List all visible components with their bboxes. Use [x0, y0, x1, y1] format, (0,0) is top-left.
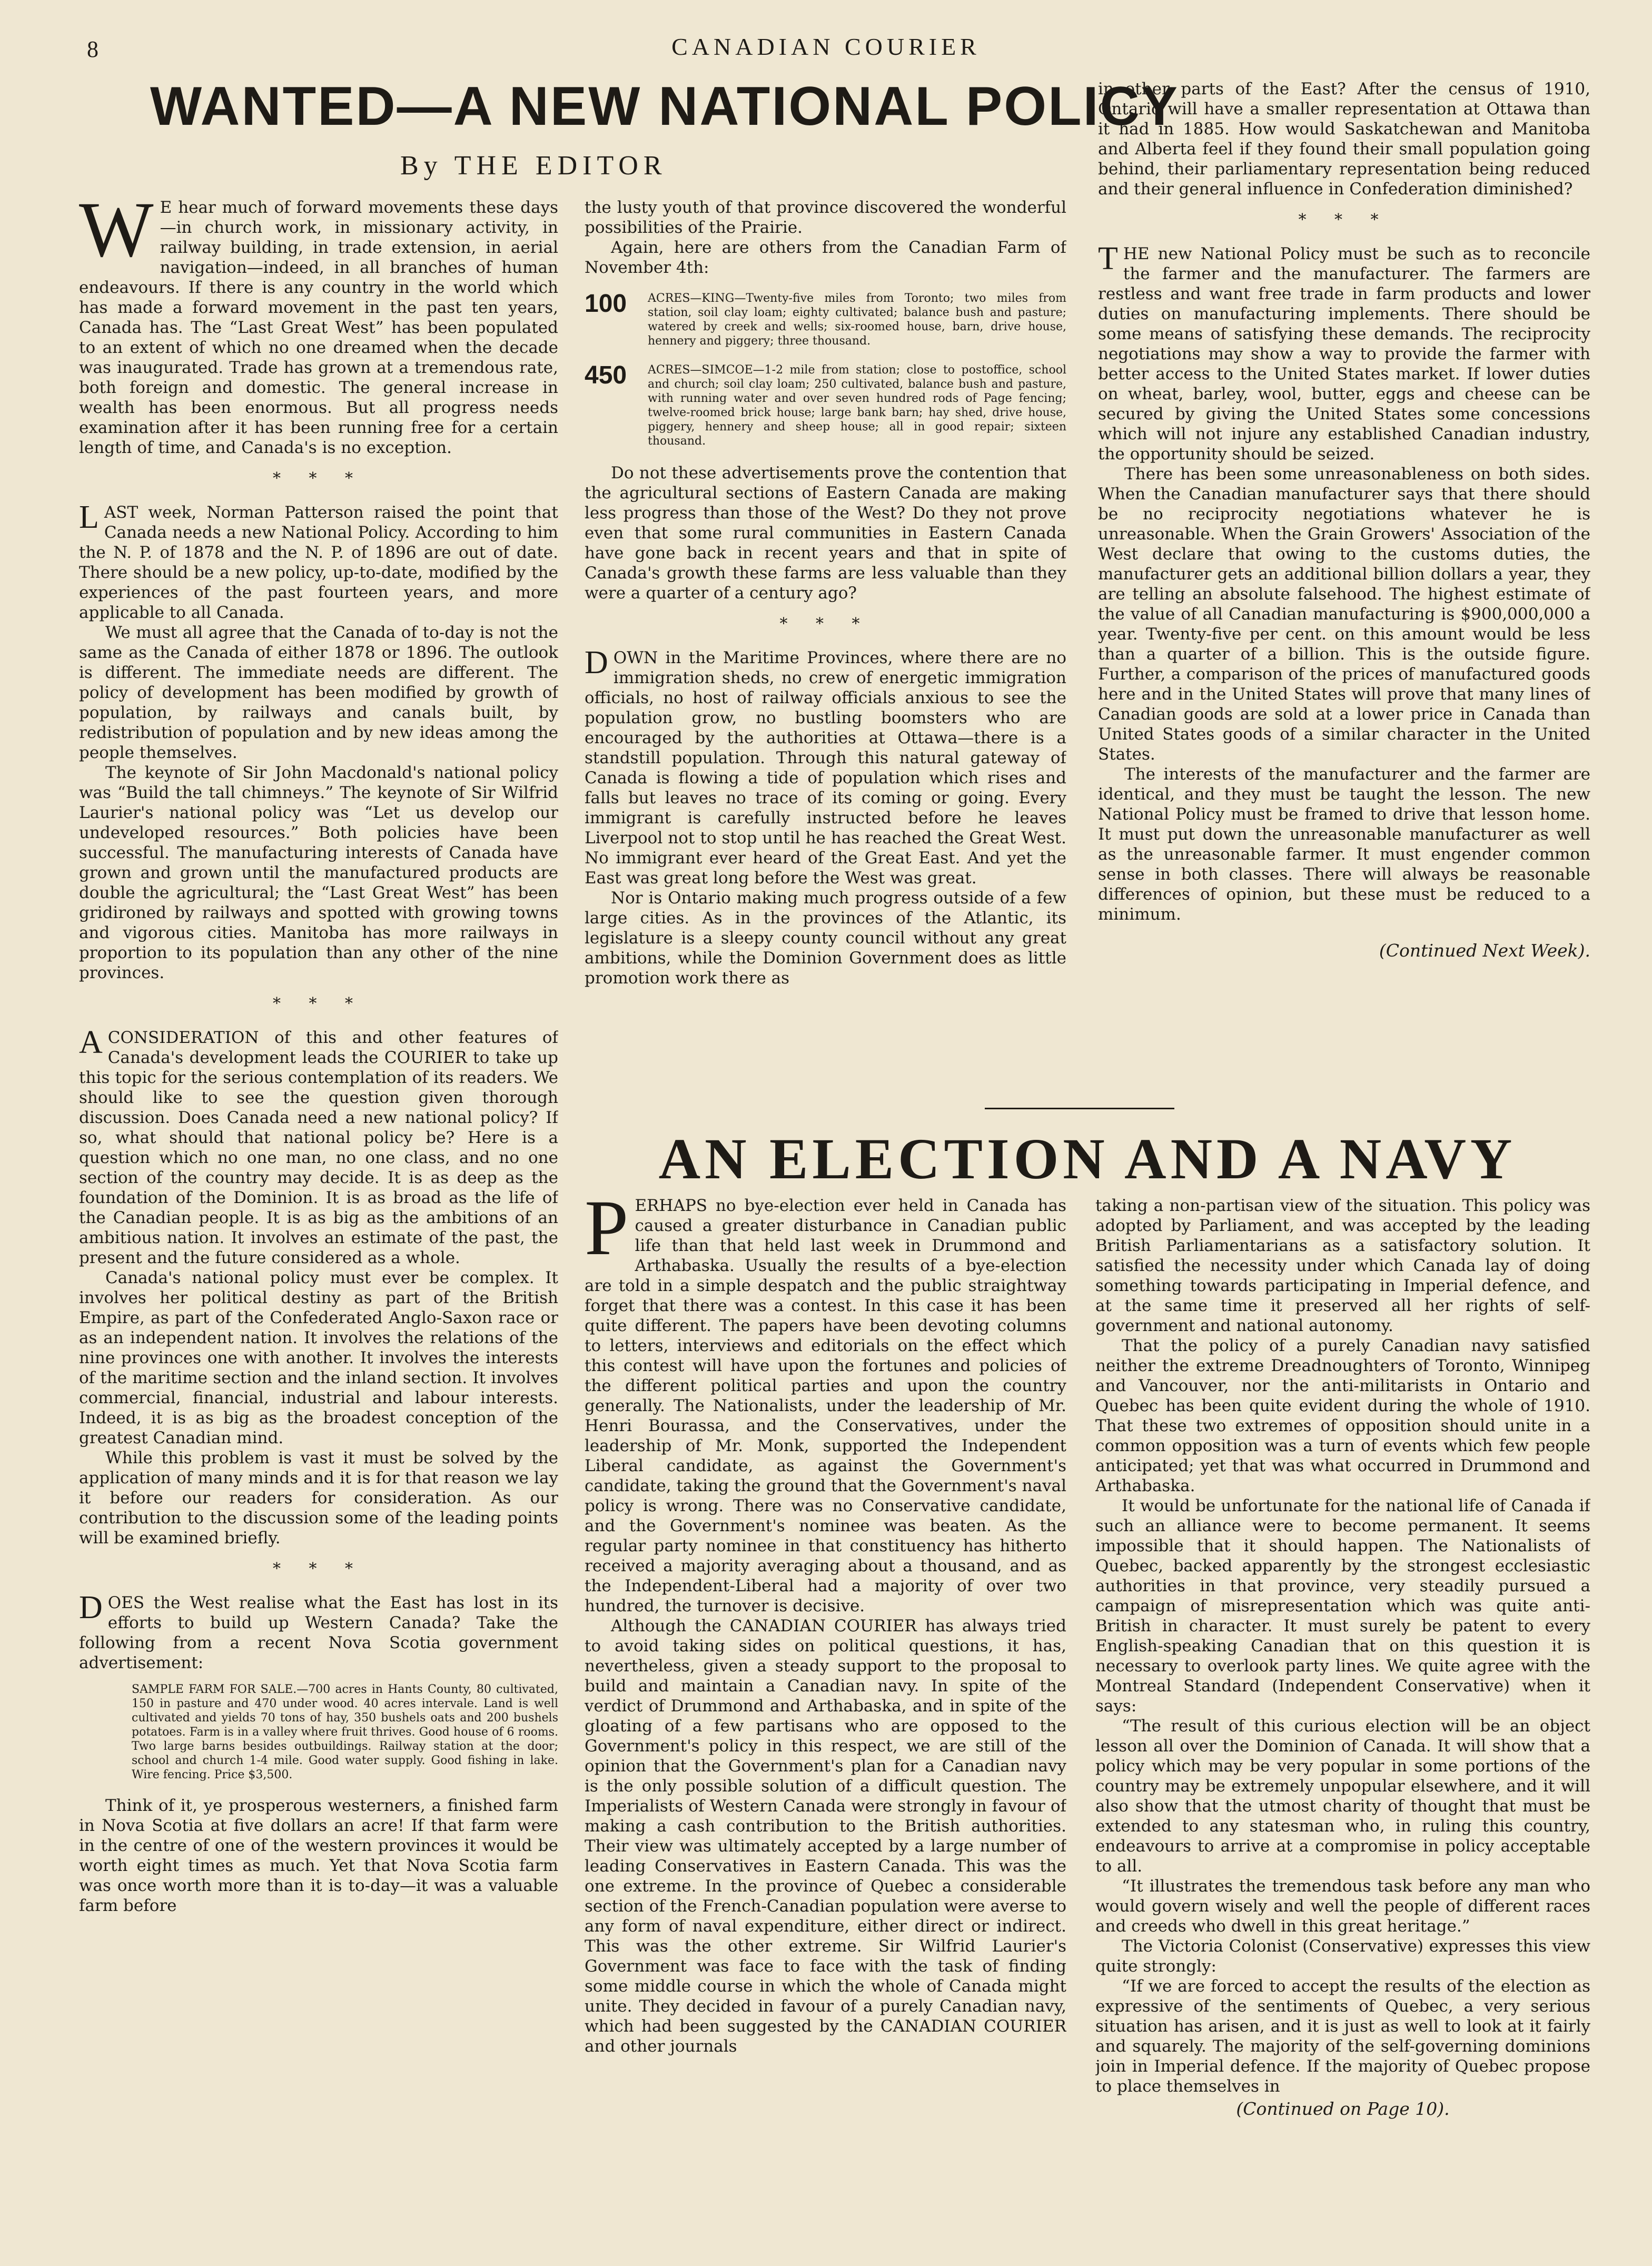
dropcap: D — [585, 645, 608, 681]
farm-ad-acres: 100 — [585, 290, 627, 318]
article1-left-column — [79, 198, 558, 2178]
nova-scotia-advertisement: SAMPLE FARM FOR SALE.—700 acres in Hants County, 80 cultivated, 150 in pasture and 470 under wood. 40 acres intervale. Land is well cultivated and yields 70 tons of hay, 350 bushels oats and 200 bushels potatoes. Farm is in a valley where fruit thrives. Good house of 6 rooms. Two large barns besides outbuildings. Railway station at the door; school and church 1-4 mile. Good water supply. Good fishing in lake. Wire fencing. Price $3,500. — [132, 1683, 558, 1781]
paragraph: in other parts of the East? After the census of 1910, Ontario will have a smaller representation at Ottawa than it had in 1885. How would Saskatchewan and Manitoba and Alberta feel if they found their small population going behind, their parliamentary representation being reduced and their general influence in Confederation diminished? — [1098, 80, 1590, 199]
article2-left-column — [585, 1196, 1066, 2186]
running-head: CANADIAN COURIER — [671, 33, 981, 60]
continued-on-page: (Continued on Page 10). — [1236, 2098, 1450, 2119]
paragraph: The Victoria Colonist (Conservative) expresses this view quite strongly: — [1095, 1937, 1590, 1976]
section-divider: * * * — [272, 1560, 365, 1578]
paragraph: Canada's national policy must ever be complex. It involves her political destiny as part of the British Empire, as part of the Confederated Anglo-Saxon race or as an independent nation. It involves the relations of the nine provinces one with another. It involves the interests of the maritime section and the inland section. It involves commercial, financial, industrial and labour interests. Indeed, it is as big as the broadest conception of the greatest Canadian mind. — [79, 1268, 558, 1447]
paragraph: OES the West realise what the East has lost in its efforts to build up Western Canada? Take the following from a recent Nova Scotia government advertisement: — [79, 1593, 558, 1672]
paragraph: HE new National Policy must be such as to reconcile the farmer and the manufacturer. The farmers are restless and want free trade in farm products and lower duties on manufacturing implements. There should be some means of satisfying these demands. The reciprocity negotiations may show a way to provide the farmer with better access to the United States market. If lower duties on wheat, barley, wool, butter, eggs and cheese can be secured by giving the United States some concessions which will not injure any established Canadian industry, the opportunity should be seized. — [1098, 244, 1590, 464]
quotation: “If we are forced to accept the results of the election as expressive of the sentiments of Quebec, a very serious situation has arisen, and it is just as well to look at it fairly and squarely. The majority of the self-governing dominions join in Imperial defence. If the majority of Quebec propose to place themselves in — [1095, 1977, 1590, 2096]
section-divider: * * * — [1298, 211, 1390, 229]
dropcap: L — [79, 499, 99, 535]
paragraph: Think of it, ye prosperous westerners, a finished farm in Nova Scotia at five dollars an acre! If that farm were in the centre of one of the western provinces it would be worth eight times as much. Yet that Nova Scotia farm was once worth more than it is to-day—it was a valuable farm before — [79, 1796, 558, 1915]
article2-right-column — [1095, 1196, 1590, 2186]
paragraph: There has been some unreasonableness on both sides. When the Canadian manufacturer says that there should be no reciprocity negotiations whatever he is unreasonable. When the Grain Growers' Association of the West declare that owing to the customs duties, the manufacturer gets an additional billion dollars a year, they are telling an absolute falsehood. The highest estimate of the value of all Canadian manufacturing is $900,000,000 a year. Twenty-five per cent. on this amount would be less than a quarter of a billion. This is the outside figure. Further, a comparison of the prices of manufactured goods here and in the United States will prove that many lines of Canadian goods are sold at a lower price in Canada than United States goods of a similar character in the United States. — [1098, 465, 1590, 764]
continued-next-week: (Continued Next Week). — [1379, 940, 1590, 961]
dropcap: W — [79, 198, 154, 273]
paragraph: The interests of the manufacturer and the farmer are identical, and they must be taught the lesson. The new National Policy must be framed to drive that lesson home. It must put down the unreasonable manufacturer as well as the unreasonable farmer. It must engender common sense in both classes. There will always be reasonable differences of opinion, but these must be reduced to a minimum. — [1098, 765, 1590, 924]
article1-middle-column — [585, 198, 1066, 1098]
paragraph: taking a non-partisan view of the situation. This policy was adopted by Parliament, and was accepted by the leading British Parliamentarians as a satisfactory solution. It satisfied the necessity under which Canada lay of doing something towards participating in Imperial defence, and at the same time it preserved all her rights of self-government and national autonomy. — [1095, 1196, 1590, 1335]
paragraph: That the policy of a purely Canadian navy satisfied neither the extreme Dreadnoughters of Toronto, Winnipeg and Vancouver, nor the anti-militarists in Ontario and Quebec has been quite evident during the whole of 1910. That these two extremes of opposition should unite in a common opposition was a turn of events which few people anticipated; yet that was what occurred in Drummond and Arthabaska. — [1095, 1336, 1590, 1495]
paragraph: Again, here are others from the Canadian Farm of November 4th: — [585, 238, 1066, 277]
article1-right-column — [1098, 79, 1590, 1101]
paragraph: the lusty youth of that province discovered the wonderful possibilities of the Prairie. — [585, 198, 1066, 237]
dropcap: D — [79, 1590, 103, 1625]
paragraph: OWN in the Maritime Provinces, where there are no immigration sheds, no crew of energetic immigration officials, no host of railway officials anxious to see the population grow, no bustling boomsters who are encouraged by the authorities at Ottawa—there is a standstill population. Through this natural gateway of Canada is flowing a tide of population which rises and falls but leaves no trace of its coming or going. Every immigrant is carefully instructed before he leaves Liverpool not to stop until he has reached the Great West. No immigrant ever heard of the Great East. And yet the East was great long before the West was great. — [585, 648, 1066, 888]
article1-headline: WANTED—A NEW NATIONAL POLICY — [150, 76, 1180, 137]
dropcap: P — [585, 1196, 629, 1272]
paragraph: CONSIDERATION of this and other features of Canada's development leads the COURIER to take up this topic for the serious contemplation of its readers. We should like to see the question given thorough discussion. Does Canada need a new national policy? If so, what should that national policy be? Here is a question which no one man, no one class, and no one section of the country may decide. It is as deep as the foundation of the Dominion. It is as broad as the life of the Canadian people. It is as big as the ambitions of an ambitious nation. It involves an estimate of the past, the present and the future considered as a whole. — [79, 1028, 558, 1267]
paragraph: Although the CANADIAN COURIER has always tried to avoid taking sides on political questions, it has, nevertheless, given a steady support to the proposal to build and maintain a Canadian navy. In spite of the verdict of Drummond and Arthabaska, and in spite of the gloating of a few partisans who are opposed to the Government's policy in this respect, we are still of the opinion that the Government's plan for a Canadian navy is the only possible solution of a difficult question. The Imperialists of Western Canada were strongly in favour of making a cash contribution to the British authorities. Their view was ultimately accepted by a large number of leading Conservatives in Eastern Canada. This was the one extreme. In the province of Quebec a considerable section of the French-Canadian population were averse to any form of naval expenditure, either direct or indirect. This was the other extreme. Sir Wilfrid Laurier's Government was face to face with the task of finding some middle course in which the whole of Canada might unite. They decided in favour of a purely Canadian navy, which had been suggested by the CANADIAN COURIER and other journals — [585, 1617, 1066, 2056]
section-divider: * * * — [272, 469, 365, 488]
farm-ad-acres: 450 — [585, 361, 627, 389]
paragraph: E hear much of forward movements these days—in church work, in missionary activity, in railway building, in trade extension, in aerial navigation—indeed, in all branches of human endeavours. If there is any country in the world which has made a forward movement in the past ten years, Canada has. The “Last Great West” has been populated to an extent of which no one dreamed when the decade was inaugurated. Trade has grown at a tremendous rate, both foreign and domestic. The general increase in wealth has been enormous. But all progress needs examination after it has been running free for a certain length of time, and Canada's is no exception. — [79, 198, 558, 457]
article-divider-rule — [985, 1108, 1174, 1109]
page-number: 8 — [87, 36, 98, 62]
dropcap: T — [1098, 241, 1118, 277]
paragraph: It would be unfortunate for the national life of Canada if such an alliance were to become permanent. It seems impossible that it should happen. The Nationalists of Quebec, backed apparently by the strongest ecclesiastic authorities in that province, very steadily pursued a campaign of misrepresentation which was quite anti-British in character. It must surely be patent to every English-speaking Canadian that on this question it is necessary to overlook party lines. We quite agree with the Montreal Standard (Independent Conservative) when it says: — [1095, 1496, 1590, 1716]
farm-ad-text: ACRES—KING—Twenty-five miles from Toronto; two miles from station, soil clay loam; eighty cultivated; balance bush and pasture; watered by creek and wells; six-roomed house, barn, drive house, hennery and piggery; three thousand. — [648, 292, 1066, 348]
dropcap: A — [79, 1024, 103, 1060]
paragraph: AST week, Norman Patterson raised the point that Canada needs a new National Policy. According to him the N. P. of 1878 and the N. P. of 1896 are out of date. There should be a new policy, up-to-date, modified by the experiences of the past fourteen years, and more applicable to all Canada. — [79, 503, 558, 622]
paragraph: Nor is Ontario making much progress outside of a few large cities. As in the provinces of the Atlantic, its legislature is a sleepy county council without any great ambitions, while the Dominion Government does as little promotion work there as — [585, 889, 1066, 988]
quotation: “It illustrates the tremendous task before any man who would govern wisely and well the people of different races and creeds who dwell in this great heritage.” — [1095, 1877, 1590, 1936]
farm-ad — [585, 363, 1066, 448]
quotation: “The result of this curious election will be an object lesson all over the Dominion of Canada. It will show that a policy which may be very popular in some portions of the country may be extremely unpopular elsewhere, and it will also show that the utmost charity of thought that must be extended to any statesman who, in ruling this country, endeavours to arrive at a compromise in policy acceptable to all. — [1095, 1717, 1590, 1876]
section-divider: * * * — [272, 994, 365, 1013]
paragraph: The keynote of Sir John Macdonald's national policy was “Build the tall chimneys.” The keynote of Sir Wilfrid Laurier's national policy was “Let us develop our undeveloped resources.” Both policies have been successful. The manufacturing interests of Canada have grown and grown until the manufactured products are double the agricultural; the “Last Great West” has been gridironed by railways and spotted with growing towns and vigorous cities. Manitoba has more railways in proportion to its population than any other of the nine provinces. — [79, 763, 558, 982]
paragraph: While this problem is vast it must be solved by the application of many minds and it is for that reason we lay it before our readers for consideration. As our contribution to the discussion some of the leading points will be examined briefly. — [79, 1449, 558, 1548]
farm-ad-text: ACRES—SIMCOE—1-2 mile from station; close to postoffice, school and church; soil clay loam; 250 cultivated, balance bush and pasture, with running water and over seven hundred rods of Page fencing; twelve-roomed brick house; large bank barn; hay shed, drive house, piggery, hennery and sheep house; all in good repair; sixteen thousand. — [648, 363, 1066, 448]
section-divider: * * * — [779, 615, 872, 633]
paragraph: ERHAPS no bye-election ever held in Canada has caused a greater disturbance in Canadian public life than that held last week in Drummond and Arthabaska. Usually the results of a bye-election are told in a simple despatch and the public straightway forget that there was a contest. In this case it has been quite different. The papers have been devoting columns to letters, interviews and editorials on the effect which this contest will have upon the fortunes and policies of the different political parties and upon the country generally. The Nationalists, under the leadership of Mr. Henri Bourassa, and the Conservatives, under the leadership of Mr. Monk, supported the Independent Liberal candidate, as against the Government's candidate, taking the ground that the Government's naval policy is wrong. There was no Conservative candidate, and the Government's nominee was beaten. As the regular party nominee in that constituency has hitherto received a majority averaging about a thousand, and as the Independent-Liberal had a majority of over two hundred, the turnover is decisive. — [585, 1196, 1066, 1615]
article1-byline: By THE EDITOR — [400, 151, 667, 181]
farm-ad — [585, 291, 1066, 348]
paragraph: We must all agree that the Canada of to-day is not the same as the Canada of either 1878 or 1896. The outlook is different. The immediate needs are different. The policy of development has been modified by growth of population, by railways and canals built, by redistribution of population and by new ideas among the people themselves. — [79, 623, 558, 762]
paragraph: Do not these advertisements prove the contention that the agricultural sections of Eastern Canada are making less progress than those of the West? Do they not prove even that some rural communities in Eastern Canada have gone back in recent years and that in spite of Canada's growth these farms are less valuable than they were a quarter of a century ago? — [585, 464, 1066, 603]
article2-headline: AN ELECTION AND A NAVY — [658, 1127, 1517, 1191]
